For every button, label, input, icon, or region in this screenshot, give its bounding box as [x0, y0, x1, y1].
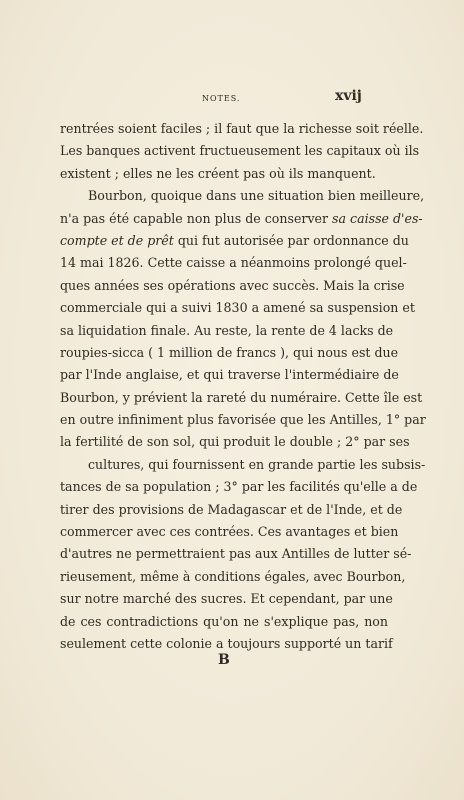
- text-line: rieusement, même à conditions égales, avec Bourbon,: [60, 568, 406, 584]
- text-line: la fertilité de son sol, qui produit le double ; 2° par ses: [60, 434, 410, 450]
- text-line: en outre infiniment plus favorisée que les Antilles, 1° par: [60, 412, 426, 428]
- text-line: cultures, qui fournissent en grande partie les subsis-: [88, 456, 426, 472]
- text-line: tirer des provisions de Madagascar et de l'Inde, et de: [60, 501, 403, 517]
- text-line: sa liquidation finale. Au reste, la rente de 4 lacks de: [60, 322, 394, 338]
- text-line: ques années ses opérations avec succès. Mais la crise: [60, 277, 405, 293]
- text-line: tances de sa population ; 3° par les facilités qu'elle a de: [60, 479, 418, 495]
- text-line: commerciale qui a suivi 1830 a amené sa suspension et: [60, 300, 415, 316]
- signature-mark: B: [218, 652, 230, 668]
- text-line: rentrées soient faciles ; il faut que la richesse soit réelle.: [60, 121, 424, 136]
- body-text: [60, 118, 426, 655]
- text-line: Les banques activent fructueusement les capitaux où ils: [60, 143, 420, 159]
- text-line: existent ; elles ne les créent pas où ils manquent.: [60, 165, 376, 181]
- text-line: [60, 208, 423, 230]
- text-span: n'a pas été capable non plus de conserver: [60, 210, 329, 226]
- text-line: [60, 230, 409, 252]
- text-line: Bourbon, quoique dans une situation bien meilleure,: [88, 188, 425, 204]
- page-number: xvij: [335, 88, 362, 104]
- italic-span: sa caisse d'es-: [332, 210, 423, 226]
- italic-span: compte et de prêt: [60, 232, 174, 248]
- text-line: sur notre marché des sucres. Et cependant, par une: [60, 591, 393, 607]
- text-span: qui fut autorisée par ordonnance du: [177, 232, 409, 248]
- text-line: Bourbon, y prévient la rareté du numéraire. Cette île est: [60, 389, 423, 405]
- running-head: NOTES.: [202, 94, 241, 103]
- text-line: roupies-sicca ( 1 million de francs ), qui nous est due: [60, 344, 399, 360]
- text-line: commercer avec ces contrées. Ces avantages et bien: [60, 524, 399, 540]
- text-line: par l'Inde anglaise, et qui traverse l'intermédiaire de: [60, 367, 399, 383]
- text-line: d'autres ne permettraient pas aux Antilles de lutter sé-: [60, 546, 412, 562]
- text-line: de ces contradictions qu'on ne s'explique pas, non: [60, 613, 388, 629]
- text-line: seulement cette colonie a toujours supporté un tarif: [60, 635, 393, 651]
- text-line: 14 mai 1826. Cette caisse a néanmoins prolongé quel-: [60, 255, 407, 271]
